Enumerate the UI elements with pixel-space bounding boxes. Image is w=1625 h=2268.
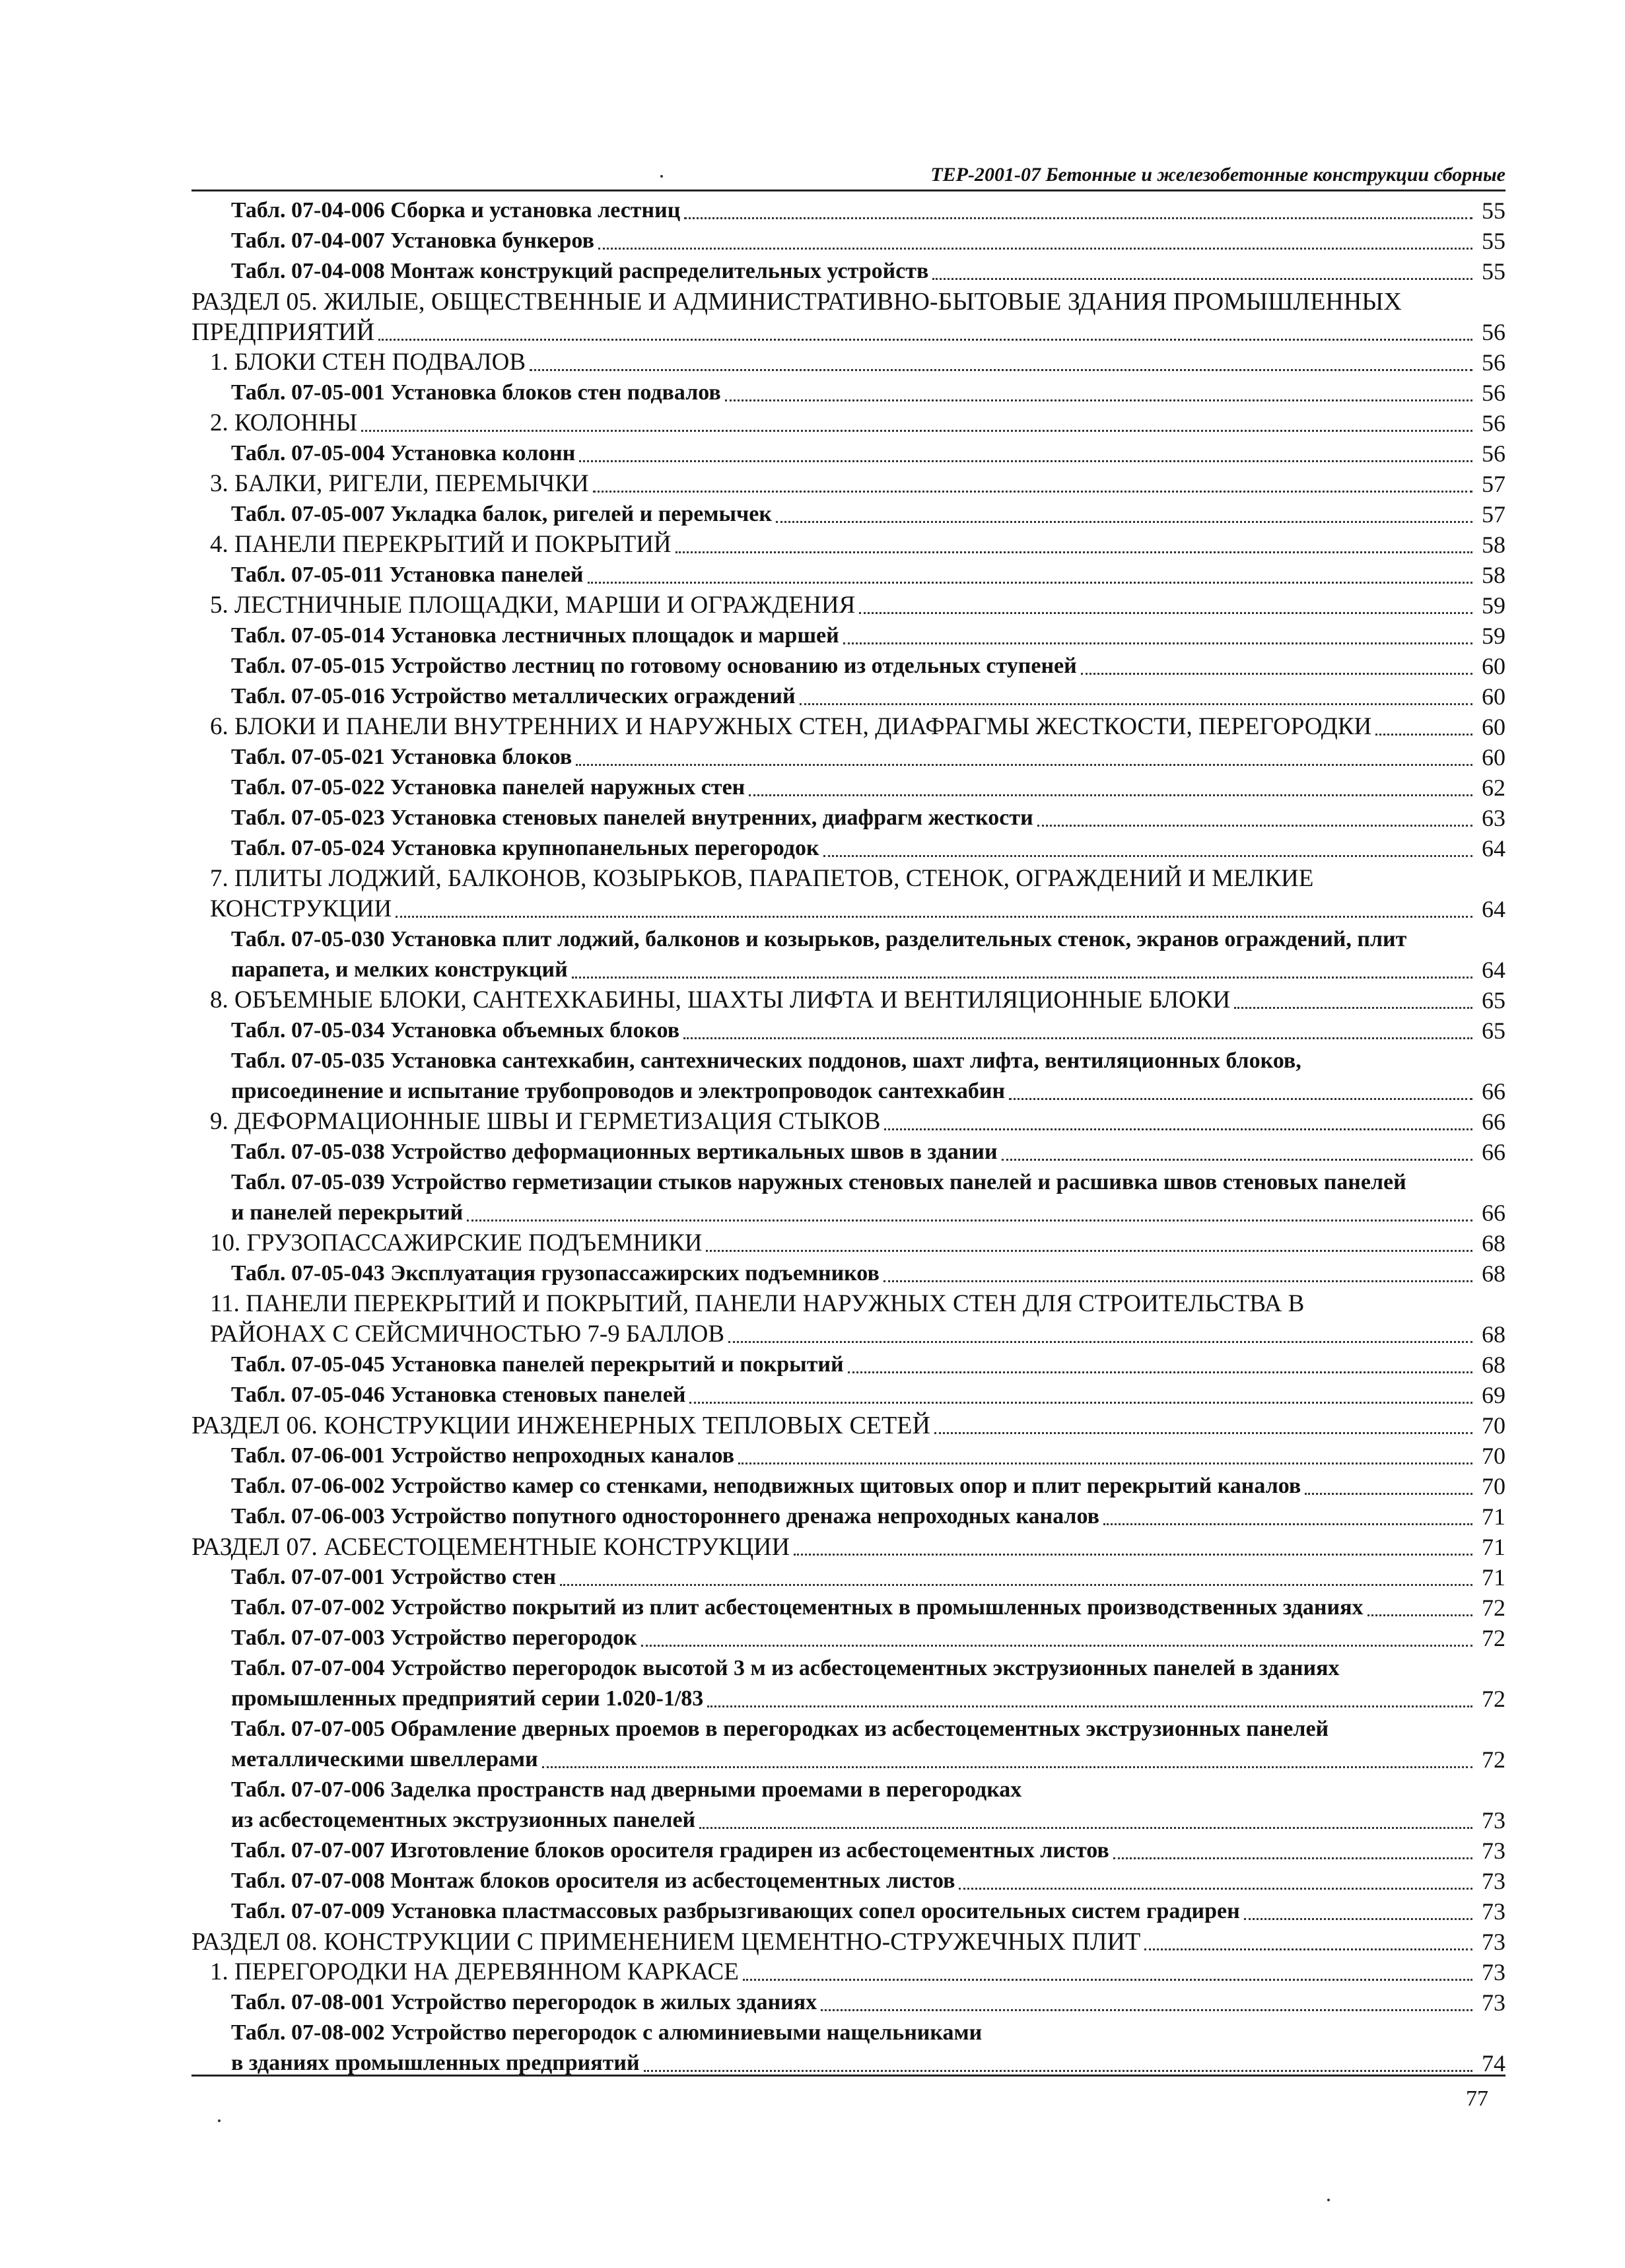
dot-leader (684, 217, 1472, 219)
dot-leader (675, 551, 1472, 553)
toc-page-number: 64 (1482, 835, 1505, 862)
toc-entry-title: парапета, и мелких конструкций (231, 957, 568, 982)
toc-entry-multiline[interactable] (191, 924, 1505, 985)
dot-leader (1081, 673, 1472, 675)
dot-leader (1037, 825, 1472, 827)
toc-entry-title: 1. БЛОКИ СТЕН ПОДВАЛОВ (210, 349, 526, 376)
toc-page-number: 68 (1482, 1230, 1505, 1256)
toc-entry-title: Табл. 07-07-007 Изготовление блоков оросителя градирен из асбестоцементных листов (231, 1838, 1109, 1863)
dot-leader (1113, 1857, 1472, 1859)
toc-entry[interactable] (191, 256, 1505, 287)
toc-entry-title: РАЗДЕЛ 07. АСБЕСТОЦЕМЕНТНЫЕ КОНСТРУКЦИИ (191, 1533, 790, 1561)
toc-page-number: 72 (1482, 1746, 1505, 1773)
toc-entry (191, 1198, 1505, 1228)
toc-entry-title: Табл. 07-05-024 Установка крупнопанельных перегородок (231, 836, 819, 860)
toc-entry[interactable] (191, 681, 1505, 712)
toc-entry[interactable] (191, 1471, 1505, 1501)
toc-entry-title-first-line: РАЗДЕЛ 05. ЖИЛЫЕ, ОБЩЕСТВЕННЫЕ И АДМИНИСТРАТИВНО-БЫТОВЫЕ ЗДАНИЯ ПРОМЫШЛЕННЫХ (191, 288, 1402, 316)
toc-entry[interactable] (191, 1137, 1505, 1167)
dot-leader (743, 1979, 1472, 1981)
toc-entry[interactable] (191, 1441, 1505, 1471)
toc-entry-multiline[interactable] (191, 864, 1505, 924)
toc-entry[interactable] (191, 1836, 1505, 1866)
toc-entry-title: в зданиях промышленных предприятий (231, 2051, 640, 2075)
toc-page-number: 60 (1482, 714, 1505, 740)
toc-entry-title: Табл. 07-05-015 Устройство лестниц по готовому основанию из отдельных ступеней (231, 654, 1077, 678)
table-of-contents (191, 195, 1505, 2079)
toc-entry-title-first-line: Табл. 07-08-002 Устройство перегородок с алюминиевыми нащельниками (231, 2020, 983, 2045)
toc-entry[interactable] (191, 530, 1505, 560)
dot-leader (883, 1280, 1472, 1282)
toc-entry-title: металлическими швеллерами (231, 1747, 538, 1771)
toc-entry-title-first-line: Табл. 07-05-030 Установка плит лоджий, балконов и козырьков, разделительных стенок, экранов ограждений, плит (231, 927, 1407, 951)
toc-page-number: 63 (1482, 805, 1505, 831)
toc-entry-multiline[interactable] (191, 1714, 1505, 1775)
toc-entry-title-first-line: 11. ПАНЕЛИ ПЕРЕКРЫТИЙ И ПОКРЫТИЙ, ПАНЕЛИ НАРУЖНЫХ СТЕН ДЛЯ СТРОИТЕЛЬСТВА В (210, 1290, 1305, 1317)
toc-entry[interactable] (191, 803, 1505, 833)
toc-entry[interactable] (191, 773, 1505, 803)
toc-entry-multiline[interactable] (191, 1289, 1505, 1350)
toc-entry-multiline[interactable] (191, 2018, 1505, 2079)
scan-speck (218, 2119, 221, 2122)
toc-entry (191, 955, 1505, 985)
dot-leader (1009, 1098, 1472, 1100)
dot-leader (560, 1584, 1472, 1586)
toc-page-number: 66 (1482, 1109, 1505, 1135)
toc-entry[interactable] (191, 226, 1505, 256)
toc-entry-multiline[interactable] (191, 1775, 1505, 1836)
dot-leader (683, 1037, 1472, 1039)
dot-leader (1002, 1159, 1472, 1161)
dot-leader (361, 430, 1472, 432)
toc-entry[interactable] (191, 499, 1505, 530)
toc-page-number: 66 (1482, 1200, 1505, 1226)
toc-entry-title: Табл. 07-05-022 Установка панелей наружных стен (231, 775, 745, 800)
toc-entry[interactable] (191, 985, 1505, 1015)
toc-page-number: 73 (1482, 1989, 1505, 2016)
scan-speck (1327, 2199, 1330, 2201)
toc-entry-title: 2. КОЛОННЫ (210, 409, 358, 436)
toc-entry[interactable] (191, 1228, 1505, 1258)
toc-entry-title: 5. ЛЕСТНИЧНЫЕ ПЛОЩАДКИ, МАРШИ И ОГРАЖДЕНИЯ (210, 592, 856, 619)
toc-entry-title: Табл. 07-07-009 Установка пластмассовых разбрызгивающих сопел оросительных систем градирен (231, 1899, 1240, 1923)
toc-entry-title: Табл. 07-05-038 Устройство деформационных вертикальных швов в здании (231, 1140, 998, 1164)
toc-entry[interactable] (191, 1593, 1505, 1623)
toc-page-number: 65 (1482, 987, 1505, 1014)
toc-page-number: 74 (1482, 2050, 1505, 2077)
toc-entry-multiline[interactable] (191, 1653, 1505, 1714)
toc-page-number: 64 (1482, 896, 1505, 922)
toc-entry[interactable] (191, 469, 1505, 499)
toc-entry-title: 4. ПАНЕЛИ ПЕРЕКРЫТИЙ И ПОКРЫТИЙ (210, 531, 672, 558)
toc-page-number: 68 (1482, 1352, 1505, 1378)
toc-entry (191, 1744, 1505, 1775)
dot-leader (542, 1766, 1472, 1768)
dot-leader (932, 278, 1472, 280)
dot-leader (588, 582, 1472, 584)
toc-page-number: 56 (1482, 349, 1505, 376)
toc-entry-title-first-line: Табл. 07-05-035 Установка сантехкабин, сантехнических поддонов, шахт лифта, вентиляционных блоков, (231, 1048, 1301, 1073)
dot-leader (598, 248, 1472, 250)
toc-entry-title: РАЙОНАХ С СЕЙСМИЧНОСТЬЮ 7-9 БАЛЛОВ (210, 1321, 725, 1348)
toc-entry[interactable] (191, 560, 1505, 590)
toc-entry-title: Табл. 07-05-043 Эксплуатация грузопассажирских подъемников (231, 1261, 880, 1286)
toc-page-number: 57 (1482, 501, 1505, 528)
toc-page-number: 56 (1482, 319, 1505, 345)
header-rule (191, 189, 1505, 191)
toc-entry-title: Табл. 07-05-021 Установка блоков (231, 745, 572, 769)
toc-entry-title: РАЗДЕЛ 06. КОНСТРУКЦИИ ИНЖЕНЕРНЫХ ТЕПЛОВЫХ СЕТЕЙ (191, 1412, 930, 1439)
toc-entry[interactable] (191, 621, 1505, 651)
dot-leader (848, 1371, 1472, 1373)
footer-rule (191, 2075, 1505, 2077)
toc-entry (191, 894, 1505, 924)
toc-entry[interactable] (191, 408, 1505, 438)
toc-page-number: 71 (1482, 1564, 1505, 1591)
toc-page-number: 60 (1482, 683, 1505, 710)
toc-entry[interactable] (191, 1532, 1505, 1562)
toc-page-number: 64 (1482, 957, 1505, 983)
toc-entry-title: Табл. 07-06-001 Устройство непроходных каналов (231, 1443, 735, 1468)
toc-page-number: 55 (1482, 258, 1505, 285)
toc-entry (191, 1805, 1505, 1836)
toc-entry-title-first-line: 7. ПЛИТЫ ЛОДЖИЙ, БАЛКОНОВ, КОЗЫРЬКОВ, ПАРАПЕТОВ, СТЕНОК, ОГРАЖДЕНИЙ И МЕЛКИЕ (210, 865, 1314, 892)
dot-leader (707, 1705, 1472, 1707)
toc-entry[interactable] (191, 1623, 1505, 1653)
toc-entry[interactable] (191, 590, 1505, 621)
toc-entry[interactable] (191, 1107, 1505, 1137)
dot-leader (706, 1250, 1472, 1252)
toc-page-number: 56 (1482, 380, 1505, 406)
toc-entry-title: ПРЕДПРИЯТИЙ (191, 318, 375, 346)
toc-entry-title: 6. БЛОКИ И ПАНЕЛИ ВНУТРЕННИХ И НАРУЖНЫХ СТЕН, ДИАФРАГМЫ ЖЕСТКОСТИ, ПЕРЕГОРОДКИ (210, 713, 1372, 740)
toc-entry-title: Табл. 07-07-001 Устройство стен (231, 1565, 557, 1589)
toc-page-number: 59 (1482, 623, 1505, 649)
toc-entry-title: Табл. 07-05-001 Установка блоков стен подвалов (231, 380, 721, 405)
dot-leader (959, 1888, 1472, 1890)
toc-entry-title: Табл. 07-04-008 Монтаж конструкций распределительных устройств (231, 259, 929, 283)
toc-page-number: 66 (1482, 1139, 1505, 1165)
toc-entry[interactable] (191, 438, 1505, 469)
toc-entry[interactable] (191, 1987, 1505, 2018)
toc-entry-title: РАЗДЕЛ 08. КОНСТРУКЦИИ С ПРИМЕНЕНИЕМ ЦЕМЕНТНО-СТРУЖЕЧНЫХ ПЛИТ (191, 1928, 1141, 1956)
toc-page-number: 71 (1482, 1534, 1505, 1560)
toc-page-number: 73 (1482, 1807, 1505, 1834)
toc-page-number: 69 (1482, 1382, 1505, 1408)
dot-leader (728, 1341, 1472, 1343)
dot-leader (934, 1432, 1472, 1434)
toc-entry-title: Табл. 07-06-002 Устройство камер со стенками, неподвижных щитовых опор и плит перекрытий каналов (231, 1474, 1301, 1498)
toc-entry[interactable] (191, 1957, 1505, 1987)
dot-leader (884, 1128, 1472, 1130)
toc-entry-title: Табл. 07-05-046 Установка стеновых панелей (231, 1383, 686, 1407)
toc-entry[interactable] (191, 1562, 1505, 1593)
toc-entry-title: Табл. 07-05-004 Установка колонн (231, 441, 576, 465)
dot-leader (644, 2070, 1472, 2072)
toc-page-number: 56 (1482, 410, 1505, 436)
toc-entry-multiline[interactable] (191, 287, 1505, 347)
dot-leader (1144, 1948, 1472, 1950)
dot-leader (800, 703, 1472, 705)
toc-page-number: 70 (1482, 1473, 1505, 1499)
toc-entry-title: из асбестоцементных экструзионных панелей (231, 1808, 696, 1832)
toc-entry-title: КОНСТРУКЦИИ (210, 895, 392, 922)
toc-page-number: 73 (1482, 1868, 1505, 1894)
toc-entry-title: Табл. 07-04-006 Сборка и установка лестниц (231, 198, 681, 223)
dot-leader (738, 1462, 1472, 1464)
toc-entry-title: Табл. 07-07-003 Устройство перегородок (231, 1626, 637, 1650)
toc-entry-title-first-line: Табл. 07-05-039 Устройство герметизации стыков наружных стеновых панелей и расшивка швов стеновых панелей (231, 1170, 1406, 1194)
toc-entry-title: Табл. 07-04-007 Установка бункеров (231, 228, 594, 253)
toc-entry[interactable] (191, 347, 1505, 378)
dot-leader (467, 1220, 1472, 1221)
toc-entry-title: Табл. 07-05-014 Установка лестничных площадок и маршей (231, 623, 839, 648)
toc-page-number: 58 (1482, 532, 1505, 558)
dot-leader (593, 491, 1472, 493)
dot-leader (530, 369, 1472, 371)
scan-speck (660, 175, 663, 178)
toc-page-number: 59 (1482, 592, 1505, 619)
toc-entry-title: 9. ДЕФОРМАЦИОННЫЕ ШВЫ И ГЕРМЕТИЗАЦИЯ СТЫКОВ (210, 1108, 881, 1135)
dot-leader (859, 612, 1472, 614)
toc-entry-multiline[interactable] (191, 1167, 1505, 1228)
toc-entry (191, 1319, 1505, 1350)
dot-leader (1244, 1918, 1472, 1920)
dot-leader (579, 460, 1472, 462)
toc-entry-title: промышленных предприятий серии 1.020-1/83 (231, 1686, 704, 1711)
toc-page-number: 72 (1482, 1686, 1505, 1712)
dot-leader (823, 855, 1472, 857)
toc-entry-title: Табл. 07-05-045 Установка панелей перекрытий и покрытий (231, 1352, 844, 1377)
toc-entry (191, 317, 1505, 347)
toc-entry[interactable] (191, 1927, 1505, 1957)
toc-page-number: 70 (1482, 1412, 1505, 1439)
dot-leader (843, 642, 1472, 644)
toc-entry[interactable] (191, 1896, 1505, 1927)
toc-page-number: 71 (1482, 1503, 1505, 1530)
dot-leader (749, 794, 1472, 796)
toc-entry-title: 8. ОБЪЕМНЫЕ БЛОКИ, САНТЕХКАБИНЫ, ШАХТЫ ЛИФТА И ВЕНТИЛЯЦИОННЫЕ БЛОКИ (210, 986, 1231, 1014)
dot-leader (378, 339, 1472, 341)
toc-page-number: 55 (1482, 197, 1505, 224)
toc-page-number: 55 (1482, 228, 1505, 254)
toc-page-number: 68 (1482, 1321, 1505, 1348)
dot-leader (641, 1645, 1472, 1647)
toc-entry-title: 3. БАЛКИ, РИГЕЛИ, ПЕРЕМЫЧКИ (210, 470, 589, 497)
toc-page-number: 68 (1482, 1260, 1505, 1287)
toc-entry-title: Табл. 07-05-007 Укладка балок, ригелей и перемычек (231, 502, 772, 526)
toc-entry-title: Табл. 07-06-003 Устройство попутного одностороннего дренажа непроходных каналов (231, 1504, 1099, 1529)
dot-leader (572, 977, 1472, 979)
toc-page-number: 70 (1482, 1443, 1505, 1469)
toc-page-number: 56 (1482, 440, 1505, 467)
dot-leader (1305, 1493, 1472, 1495)
toc-entry[interactable] (191, 651, 1505, 681)
toc-page-number: 72 (1482, 1595, 1505, 1621)
dot-leader (725, 399, 1472, 401)
toc-page-number: 73 (1482, 1959, 1505, 1985)
toc-entry[interactable] (191, 742, 1505, 773)
toc-entry[interactable] (191, 833, 1505, 864)
dot-leader (776, 521, 1472, 523)
toc-entry-title-first-line: Табл. 07-07-004 Устройство перегородок высотой 3 м из асбестоцементных экструзионных панелей в зданиях (231, 1656, 1340, 1680)
toc-entry-title-first-line: Табл. 07-07-005 Обрамление дверных проемов в перегородках из асбестоцементных экструзионных панелей (231, 1717, 1329, 1741)
toc-entry[interactable] (191, 1380, 1505, 1410)
toc-entry[interactable] (191, 1501, 1505, 1532)
toc-page-number: 60 (1482, 744, 1505, 771)
toc-page-number: 65 (1482, 1017, 1505, 1044)
toc-entry-title: Табл. 07-05-016 Устройство металлических ограждений (231, 684, 796, 708)
toc-entry-title: Табл. 07-07-008 Монтаж блоков оросителя из асбестоцементных листов (231, 1869, 955, 1893)
toc-entry[interactable] (191, 1410, 1505, 1441)
dot-leader (821, 2009, 1472, 2011)
dot-leader (1103, 1523, 1472, 1525)
toc-page-number: 60 (1482, 653, 1505, 679)
toc-entry-title: и панелей перекрытий (231, 1200, 464, 1225)
toc-entry-title: Табл. 07-08-001 Устройство перегородок в жилых зданиях (231, 1990, 817, 2014)
dot-leader (689, 1402, 1472, 1404)
toc-entry[interactable] (191, 1258, 1505, 1289)
dot-leader (1375, 734, 1472, 736)
toc-entry-title: 10. ГРУЗОПАССАЖИРСКИЕ ПОДЪЕМНИКИ (210, 1229, 703, 1256)
toc-entry[interactable] (191, 378, 1505, 408)
toc-page-number: 73 (1482, 1898, 1505, 1925)
document-page (191, 162, 1505, 2079)
toc-entry-multiline[interactable] (191, 1046, 1505, 1107)
toc-entry (191, 1076, 1505, 1107)
toc-entry-title-first-line: Табл. 07-07-006 Заделка пространств над дверными проемами в перегородках (231, 1777, 1022, 1802)
dot-leader (1234, 1007, 1472, 1009)
dot-leader (396, 916, 1472, 918)
toc-page-number: 73 (1482, 1929, 1505, 1955)
dot-leader (576, 764, 1472, 766)
toc-entry-title: Табл. 07-05-023 Установка стеновых панелей внутренних, диафрагм жесткости (231, 806, 1033, 830)
toc-entry-title: Табл. 07-05-034 Установка объемных блоков (231, 1018, 680, 1043)
toc-entry-title: 1. ПЕРЕГОРОДКИ НА ДЕРЕВЯННОМ КАРКАСЕ (210, 1958, 739, 1985)
dot-leader (794, 1554, 1472, 1556)
toc-entry-title: Табл. 07-05-011 Установка панелей (231, 563, 584, 587)
dot-leader (1367, 1614, 1472, 1616)
toc-page-number: 57 (1482, 471, 1505, 497)
toc-entry-title: Табл. 07-07-002 Устройство покрытий из плит асбестоцементных в промышленных производственных зданиях (231, 1595, 1364, 1620)
toc-page-number: 62 (1482, 774, 1505, 801)
toc-entry[interactable] (191, 195, 1505, 226)
toc-page-number: 66 (1482, 1078, 1505, 1105)
toc-entry[interactable] (191, 1866, 1505, 1896)
toc-page-number: 72 (1482, 1625, 1505, 1651)
toc-entry[interactable] (191, 712, 1505, 742)
dot-leader (699, 1827, 1472, 1829)
page-number: 77 (1466, 2086, 1488, 2111)
toc-entry (191, 1684, 1505, 1714)
running-header: ТЕР-2001-07 Бетонные и железобетонные конструкции сборные (930, 164, 1505, 186)
toc-page-number: 73 (1482, 1838, 1505, 1864)
toc-entry-title: присоединение и испытание трубопроводов и электропроводок сантехкабин (231, 1079, 1006, 1103)
toc-entry[interactable] (191, 1350, 1505, 1380)
toc-page-number: 58 (1482, 562, 1505, 588)
toc-entry[interactable] (191, 1015, 1505, 1046)
